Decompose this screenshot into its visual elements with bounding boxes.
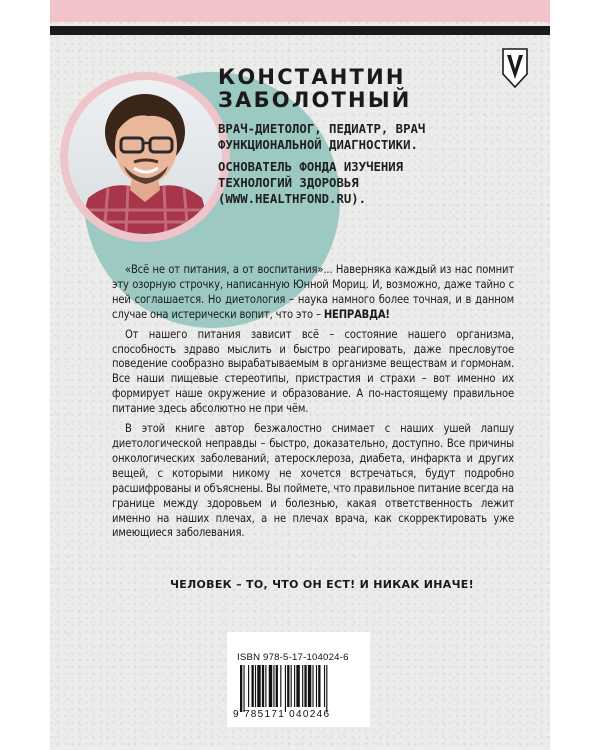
barcode-bar: [294, 665, 295, 707]
author-info: [218, 66, 548, 207]
annotation-text: [112, 263, 514, 546]
role-line-1: ВРАЧ-ДИЕТОЛОГ, ПЕДИАТР, ВРАЧ: [218, 122, 426, 136]
barcode-bar: [312, 665, 313, 707]
barcode-bar: [326, 665, 327, 712]
top-black-band: [50, 26, 550, 35]
barcode-bar: [287, 665, 289, 707]
barcode-bar: [262, 665, 264, 707]
slogan: ЧЕЛОВЕК – ТО, ЧТО ОН ЕСТ! И НИКАК ИНАЧЕ!: [170, 578, 474, 591]
author-role: [218, 121, 548, 153]
barcode-bar: [248, 665, 249, 707]
author-first-name: КОНСТАНТИН: [218, 65, 406, 89]
book-back-cover: [50, 0, 550, 750]
paragraph-1-text: «Всё не от питания, а от воспитания»... Наверняка каждый из нас помнит эту озорную строчку, написанную Юнной Мориц. И, возможно, даже тайно с ней соглашается. Но диетология – наука намного более точная, и в данном случае она истерически вопит, что это –: [112, 263, 514, 321]
author-photo: [68, 80, 222, 234]
barcode-bar: [285, 665, 286, 712]
barcode-bar: [324, 665, 325, 707]
barcode-bar: [302, 665, 303, 707]
barcode-bar: [240, 665, 242, 712]
author-website: (WWW.HEALTHFOND.RU).: [218, 192, 367, 206]
barcode-digits: 9 785171 040246: [233, 709, 331, 720]
founder-line-2: ТЕХНОЛОГИЙ ЗДОРОВЬЯ: [218, 176, 359, 190]
role-line-2: ФУНКЦИОНАЛЬНОЙ ДИАГНОСТИКИ.: [218, 138, 418, 152]
isbn-label: ISBN 978-5-17-104024-6: [237, 652, 349, 663]
paragraph-1: [112, 263, 514, 323]
author-portrait-icon: [68, 80, 222, 234]
barcode-bar: [318, 665, 320, 707]
barcode-bar: [280, 665, 281, 707]
top-pink-band: [50, 0, 550, 22]
barcode-bar: [304, 665, 306, 707]
barcode-bar: [316, 665, 317, 707]
barcode-bar: [252, 665, 254, 707]
author-founder: [218, 159, 548, 207]
barcode-bar: [308, 665, 311, 707]
barcode-bar: [269, 665, 272, 707]
barcode-bar: [276, 665, 278, 707]
author-last-name: ЗАБОЛОТНЫЙ: [218, 88, 412, 112]
barcode-bar: [273, 665, 274, 707]
barcode-bar: [255, 665, 256, 707]
paragraph-2: От нашего питания зависит всё – состояние нашего организма, способность здраво мыслить и быстро реагировать, даже пресловутое поведение сообразно вырабатываемым в организме веществам и гормонам. Все наши пищевые стереотипы, пристрастия и страхи – вот именно их формирует наше окружение и образование. А по-настоящему правильное питание здесь абсолютно не при чём.: [112, 327, 514, 416]
barcode-bar: [243, 665, 244, 712]
barcode-bar: [265, 665, 266, 707]
paragraph-1-emphasis: НЕПРАВДА!: [323, 307, 390, 321]
barcode-icon: [239, 665, 360, 712]
paragraph-3: В этой книге автор безжалостно снимает с наших ушей лапшу диетологической неправды – быстро, доказательно, доступно. Все причины онкологических заболеваний, атеросклероза, диабета, инфаркта и других вещей, с которыми никому не хочется встречаться, будут подробно расшифрованы и объяснены. Вы поймете, что правильное питание всегда на границе между здоровьем и болезнью, какая ответственность лежит именно на наших плечах, а не плечах врача, как скорректировать уже имеющиеся заболевания.: [112, 422, 514, 540]
isbn-barcode-block: [227, 632, 370, 727]
barcode-bar: [291, 665, 292, 707]
founder-line-1: ОСНОВАТЕЛЬ ФОНДА ИЗУЧЕНИЯ: [218, 160, 404, 174]
barcode-bar: [257, 665, 260, 707]
barcode-bar: [296, 665, 299, 707]
